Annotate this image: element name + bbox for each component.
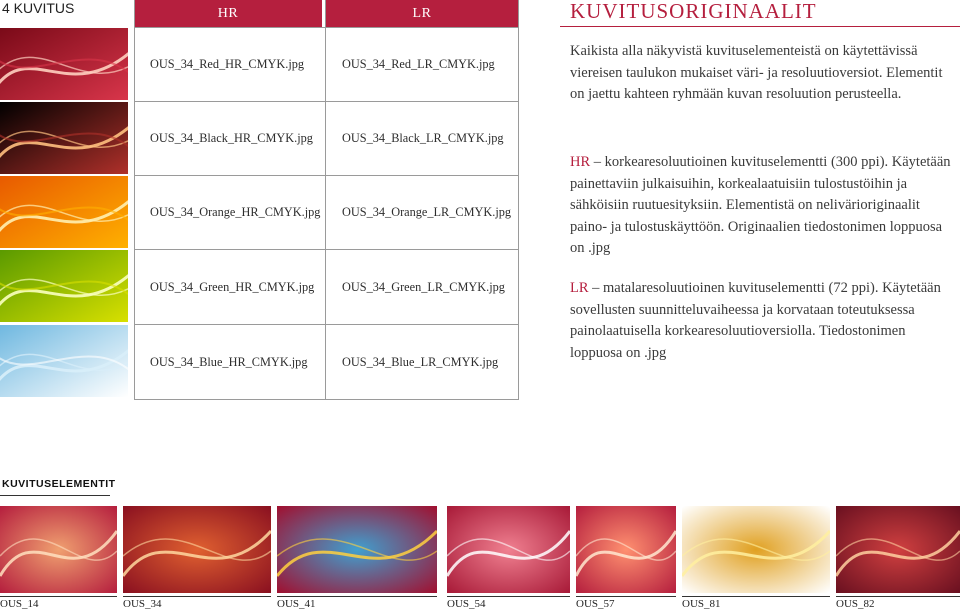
element-label: OUS_57 (576, 596, 676, 610)
element-thumbnail-ous_14 (0, 506, 117, 593)
table-rule (325, 0, 326, 400)
table-rule (134, 175, 518, 176)
filename-green-hr: OUS_34_Green_HR_CMYK.jpg (150, 279, 315, 294)
element-thumbnail-ous_81 (682, 506, 830, 593)
table-rule (134, 27, 518, 28)
element-label: OUS_81 (682, 596, 830, 610)
column-header-hr: HR (134, 0, 322, 27)
thumbnail-black (0, 102, 128, 174)
element-label: OUS_54 (447, 596, 570, 610)
thumbnail-orange (0, 176, 128, 248)
lr-term: LR (570, 280, 589, 296)
table-rule (134, 0, 135, 400)
filename-blue-lr: OUS_34_Blue_LR_CMYK.jpg (342, 354, 499, 369)
thumbnail-green (0, 250, 128, 322)
thumbnail-red (0, 28, 128, 100)
table-rule (134, 399, 518, 400)
table-rule (518, 0, 519, 400)
filename-green-lr: OUS_34_Green_LR_CMYK.jpg (342, 279, 505, 294)
column-header-lr: LR (326, 0, 518, 27)
hr-term: HR (570, 154, 591, 170)
thumbnail-blue (0, 325, 128, 397)
page-title: KUVITUSORIGINAALIT (560, 0, 960, 27)
filename-black-hr: OUS_34_Black_HR_CMYK.jpg (150, 130, 313, 145)
section-label: 4 KUVITUS (2, 0, 75, 16)
filename-orange-lr: OUS_34_Orange_LR_CMYK.jpg (342, 204, 512, 219)
filename-red-lr: OUS_34_Red_LR_CMYK.jpg (342, 56, 495, 71)
element-label: OUS_41 (277, 596, 437, 610)
hr-paragraph (570, 152, 955, 260)
filename-black-lr: OUS_34_Black_LR_CMYK.jpg (342, 130, 504, 145)
element-thumbnail-ous_57 (576, 506, 676, 593)
element-thumbnail-ous_34 (123, 506, 271, 593)
table-rule (134, 101, 518, 102)
table-rule (134, 324, 518, 325)
filename-red-hr: OUS_34_Red_HR_CMYK.jpg (150, 56, 305, 71)
element-label: OUS_14 (0, 596, 117, 610)
intro-paragraph: Kaikista alla näkyvistä kuvituselementeistä on käytettävissä viereisen taulukon mukaiset väri- ja resoluutioversiot. Elementit on jaettu kahteen ryhmään kuvan resoluution perusteella. (570, 43, 943, 102)
lr-description: – matalaresoluutioinen kuvituselementti (72 ppi). Käytetään sovellusten suunnitteluvaiheessa ja korvataan toteutuksessa painolaatuisella korkearesoluutioversiolla. Tiedostonimen loppuosa on .jpg (570, 280, 941, 361)
element-thumbnail-ous_41 (277, 506, 437, 593)
element-label: OUS_82 (836, 596, 960, 610)
element-thumbnail-ous_82 (836, 506, 960, 593)
lr-paragraph (570, 278, 955, 364)
elements-title: KUVITUSELEMENTIT (0, 478, 110, 496)
element-thumbnail-ous_54 (447, 506, 570, 593)
hr-description: – korkearesoluutioinen kuvituselementti (300 ppi). Käytetään painettaviin julkaisuihin, korkealaatuisiin tulostustöihin ja sähköisiin ruutuesityksiin. Elementistä on nelivärioriginaalit paino- ja tulostuskäyttöön. Originaalien tiedostonimen loppuosa on .jpg (570, 154, 951, 256)
table-rule (134, 249, 518, 250)
filename-orange-hr: OUS_34_Orange_HR_CMYK.jpg (150, 204, 321, 219)
element-label: OUS_34 (123, 596, 271, 610)
filename-blue-hr: OUS_34_Blue_HR_CMYK.jpg (150, 354, 308, 369)
